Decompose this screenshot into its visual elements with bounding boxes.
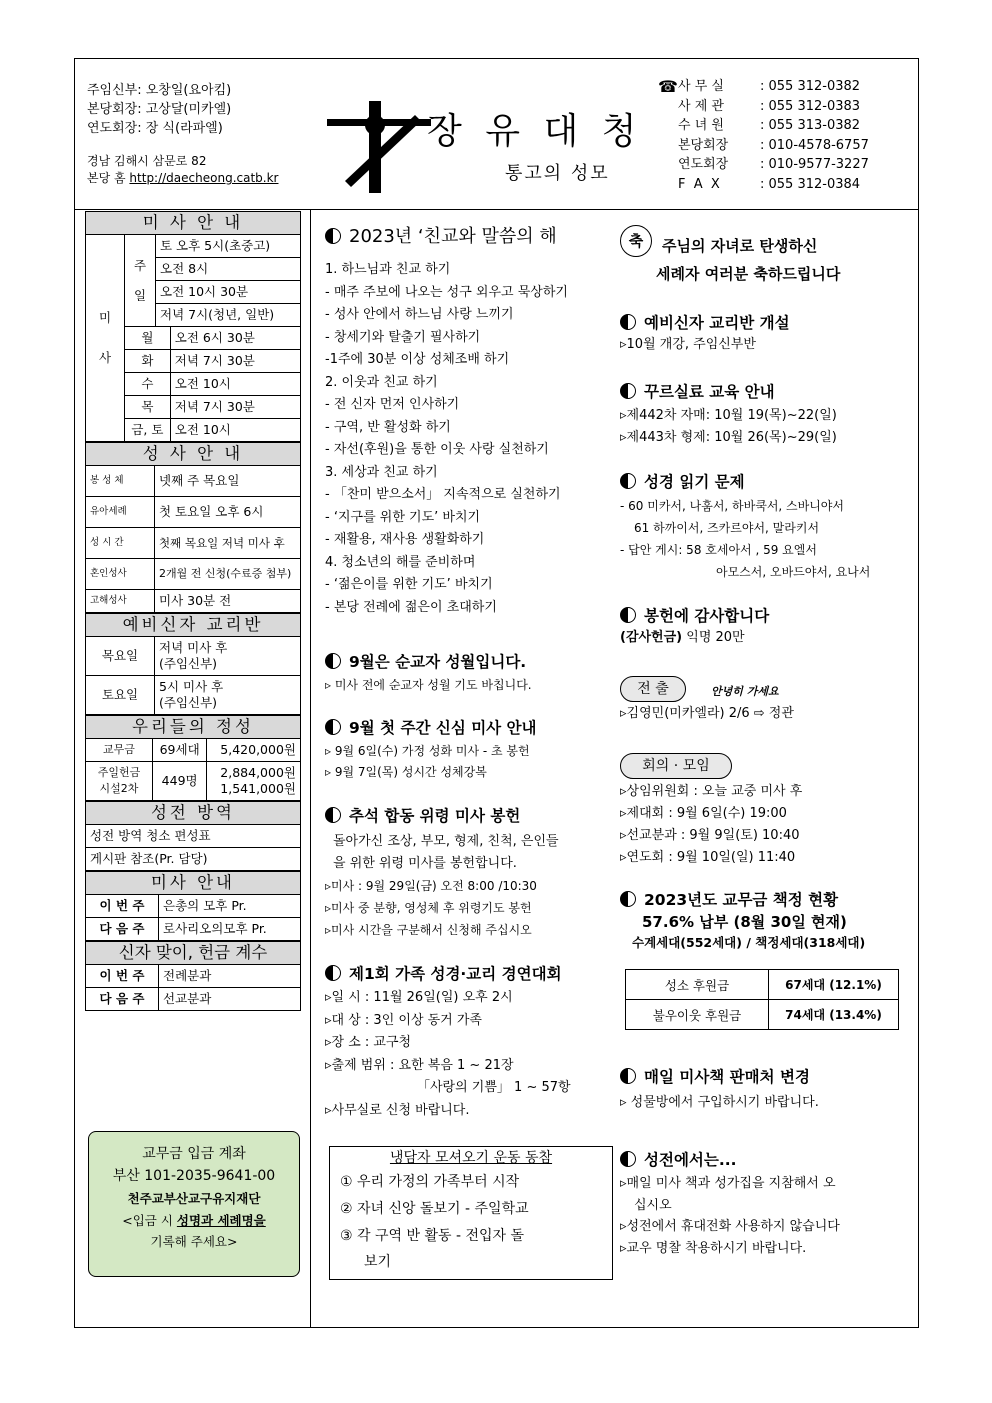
mass-guide-title: 미사 안내 <box>86 872 301 895</box>
address: 경남 김해시 삼문로 82 <box>87 154 207 168</box>
year-item: - 전 신자 먼저 인사하기 <box>325 397 460 412</box>
year-item: - ‘젊은이를 위한 기도’ 바치기 <box>325 577 493 592</box>
contact-label: F A X <box>678 176 720 192</box>
contact-value: : 055 312-0383 <box>760 98 861 114</box>
offering-table <box>85 715 301 801</box>
firstweek-section <box>325 717 625 783</box>
firstweek-title: 9월 첫 주간 신심 미사 안내 <box>349 719 537 737</box>
transfer-pill: 전 출 <box>620 676 686 702</box>
column-divider <box>310 209 311 1327</box>
year-item: 1. 하느님과 친교 하기 <box>325 262 451 277</box>
half-circle-icon <box>620 1151 636 1167</box>
offering-amount: 2,884,000원 1,541,000원 <box>207 762 301 801</box>
contact-label: 사 무 실 <box>678 79 724 94</box>
transfer-text: ▹김영민(미카엘라) 2/6 ⇨ 정관 <box>620 706 794 721</box>
homepage-link[interactable]: http://daecheong.catb.kr <box>129 171 279 185</box>
sacrament-name: 봉 성 체 <box>86 466 155 497</box>
contact-value: : 055 312-0382 <box>760 79 861 94</box>
half-circle-icon <box>325 965 341 981</box>
outreach-item: ② 자녀 신앙 돌보기 - 주일학교 <box>340 1201 529 1217</box>
sacrament-value: 첫째 목요일 저녁 미사 후 <box>155 528 301 559</box>
catechumen-table <box>85 613 301 715</box>
half-circle-icon <box>325 807 341 823</box>
offering-title: 우리들의 정성 <box>86 716 301 739</box>
firstweek-line: ▹ 9월 7일(목) 성시간 성체강복 <box>325 765 487 779</box>
mass-guide-table <box>85 871 301 941</box>
sacrament-name: 유아세례 <box>86 497 155 528</box>
weekday-time: 저녁 7시 30분 <box>170 350 300 373</box>
church-title: 장 유 대 청 <box>427 111 643 152</box>
half-circle-icon <box>325 653 341 669</box>
church-line: ▹교우 명찰 착용하시기 바랍니다. <box>620 1240 807 1256</box>
thanks-value: 익명 20만 <box>686 630 745 645</box>
chuseok-section <box>325 805 625 941</box>
catechumen-open-title: 예비신자 교리반 개설 <box>644 314 790 332</box>
sunday-label: 주 일 <box>125 235 156 327</box>
contacts <box>678 77 908 194</box>
meeting-pill: 회의 · 모임 <box>620 753 732 779</box>
phone-icon: ☎ <box>658 77 678 96</box>
bank-note: <입금 시 <box>122 1213 177 1228</box>
church-section <box>620 1149 910 1259</box>
tithe-row-name: 성소 후원금 <box>626 970 769 1000</box>
weekday-time: 오전 10시 <box>170 419 300 442</box>
cross-logo <box>325 97 435 197</box>
sacrament-title: 성 사 안 내 <box>86 443 301 466</box>
outreach-item: 보기 <box>364 1254 392 1270</box>
half-circle-icon <box>325 228 341 244</box>
middle-column <box>325 225 625 619</box>
year-item: -1주에 30분 이상 성체조배 하기 <box>325 352 510 367</box>
church-title-rule: 성전에서는... <box>644 1151 737 1169</box>
chuseok-title: 추석 합동 위령 미사 봉헌 <box>349 807 521 825</box>
half-circle-icon <box>620 473 636 489</box>
tithe-table <box>625 969 899 1030</box>
weekday-time: 오전 6시 30분 <box>170 327 300 350</box>
sunday-time: 오전 8시 <box>156 258 301 281</box>
contact-row <box>678 155 908 175</box>
clergy-list <box>87 81 317 138</box>
year-item: - 자선(후원)을 통한 이웃 사랑 실천하기 <box>325 442 549 457</box>
year-item: - 매주 주보에 나오는 성구 외우고 묵상하기 <box>325 284 568 300</box>
meeting-line: ▹제대회 : 9월 6일(수) 19:00 <box>620 806 787 821</box>
address-block <box>87 153 327 187</box>
cursillo-line: ▹제443차 형제: 10월 26(목)~29(일) <box>620 430 837 445</box>
contest-line: ▹일 시 : 11월 26일(일) 오후 2시 <box>325 990 513 1005</box>
bank-title: 교무금 입금 계좌 <box>142 1146 246 1162</box>
bank-note: 기록해 주세요> <box>150 1234 238 1249</box>
weekday-day: 월 <box>125 327 171 350</box>
sacrament-name: 성 시 간 <box>86 528 155 559</box>
contact-label: 사 제 관 <box>678 98 724 114</box>
greeter-when: 이 번 주 <box>86 965 159 988</box>
tithe-section <box>620 889 910 953</box>
contest-section <box>325 963 625 1122</box>
church-line: 십시오 <box>634 1197 672 1213</box>
martyr-text: ▹ 미사 전에 순교자 성월 기도 바칩니다. <box>325 678 532 692</box>
half-circle-icon <box>620 607 636 623</box>
transfer-sub: 안녕히 가세요 <box>711 685 779 698</box>
meetings <box>620 781 910 869</box>
missal-section <box>620 1066 910 1112</box>
mass-title: 미 사 안 내 <box>86 212 301 235</box>
year-item: - 「찬미 받으소서」 지속적으로 실천하기 <box>325 487 561 502</box>
bank-note-emphasis: 성명과 세례명을 <box>176 1213 266 1228</box>
sacrament-table <box>85 442 301 613</box>
catechumen-value: 5시 미사 후 (주임신부) <box>155 676 301 715</box>
year-item: - ‘지구를 위한 기도’ 바치기 <box>325 509 481 525</box>
catechumen-day: 목요일 <box>86 637 155 676</box>
missal-text: ▹ 성물방에서 구입하시기 바랍니다. <box>620 1095 819 1110</box>
sunday-time: 저녁 7시(청년, 일반) <box>156 304 301 327</box>
cursillo-section <box>620 381 910 449</box>
catechumen-title: 예비신자 교리반 <box>86 614 301 637</box>
contact-value: : 010-4578-6757 <box>760 137 869 153</box>
bible-line: - 60 미카서, 나훔서, 하바쿡서, 스바니야서 <box>620 499 844 513</box>
greeter-who: 선교분과 <box>159 988 301 1011</box>
sunday-time: 오전 10시 30분 <box>156 281 301 304</box>
bank-account: 부산 101-2035-9641-00 <box>112 1168 276 1184</box>
weekday-day: 화 <box>125 350 171 373</box>
bulletin-page <box>74 58 919 1328</box>
church-line: ▹매일 미사 책과 성가집을 지참해서 오 <box>620 1176 836 1191</box>
guide-when: 다 음 주 <box>86 918 159 941</box>
year-title: 2023년 ‘친교와 말씀의 해 <box>349 226 557 247</box>
martyr-title: 9월은 순교자 성월입니다. <box>349 653 527 671</box>
martyr-section <box>325 651 625 694</box>
half-circle-icon <box>620 1068 636 1084</box>
contest-line: ▹장 소 : 교구청 <box>325 1035 412 1050</box>
tithe-pct: 57.6% 납부 (8월 30일 현재) <box>642 913 847 931</box>
contact-row <box>678 116 908 136</box>
missal-title: 매일 미사책 판매처 변경 <box>644 1068 810 1086</box>
greeter-when: 다 음 주 <box>86 988 159 1011</box>
contact-row <box>678 77 908 97</box>
contact-label: 본당회장 <box>678 137 729 153</box>
clergy-line: 주임신부: 오창일(요아킴) <box>87 83 232 98</box>
half-circle-icon <box>620 891 636 907</box>
homepage-label: 본당 홈 <box>87 171 126 185</box>
tithe-row-name: 불우이웃 후원금 <box>626 1000 769 1030</box>
mass-schedule-table <box>85 211 301 442</box>
bible-line: 61 하까이서, 즈카르야서, 말라키서 <box>634 521 820 535</box>
year-item: - 성사 안에서 하느님 사랑 느끼기 <box>325 307 514 322</box>
bible-line: - 답안 게시: 58 호세아서 , 59 요엘서 <box>620 543 817 557</box>
celebrate-badge-icon: 축 <box>620 225 652 257</box>
greeter-who: 전례분과 <box>159 965 301 988</box>
tithe-row-value: 67세대 (12.1%) <box>769 970 899 1000</box>
contest-title: 제1회 가족 성경·교리 경연대회 <box>349 965 562 983</box>
year-item: - 창세기와 탈출기 필사하기 <box>325 329 481 345</box>
chuseok-line: 을 위한 위령 미사를 봉헌합니다. <box>333 856 517 871</box>
year-title-row <box>325 225 625 249</box>
church-line: ▹성전에서 휴대전화 사용하지 않습니다 <box>620 1219 840 1234</box>
catechumen-value: 저녁 미사 후 (주임신부) <box>155 637 301 676</box>
bible-line: 아모스서, 오바드야서, 요나서 <box>716 565 871 579</box>
weekday-day: 금, 토 <box>125 419 171 442</box>
year-item: 3. 세상과 친교 하기 <box>325 464 438 480</box>
sacrament-name: 고해성사 <box>86 590 155 613</box>
year-item: - 구역, 반 활성화 하기 <box>325 419 451 435</box>
clergy-line: 연도회장: 장 식(라파엘) <box>87 121 223 136</box>
bank-holder: 천주교부산교구유지재단 <box>127 1191 261 1206</box>
half-circle-icon <box>620 314 636 330</box>
sunday-time: 토 오후 5시(초중고) <box>156 235 301 258</box>
contact-row <box>678 136 908 156</box>
outreach-item: ① 우리 가정의 가족부터 시작 <box>340 1174 520 1190</box>
tithe-sub: 수계세대(552세대) / 책정세대(318세대) <box>632 935 866 950</box>
guide-when: 이 번 주 <box>86 895 159 918</box>
weekday-day: 수 <box>125 373 171 396</box>
defense-table <box>85 801 301 871</box>
bank-box <box>88 1131 300 1277</box>
outreach-title: 냉담자 모셔오기 운동 동참 <box>389 1150 553 1166</box>
offering-name: 교무금 <box>86 739 153 762</box>
tithe-row-value: 74세대 (13.4%) <box>769 1000 899 1030</box>
guide-who: 은총의 모후 Pr. <box>159 895 301 918</box>
header <box>75 59 918 210</box>
chuseok-line: 돌아가신 조상, 부모, 형제, 친척, 은인들 <box>333 834 559 849</box>
sacrament-name: 혼인성사 <box>86 559 155 590</box>
thanks-title: 봉헌에 감사합니다 <box>644 607 770 625</box>
year-items <box>325 259 625 619</box>
sacrament-value: 첫 토요일 오후 6시 <box>155 497 301 528</box>
contact-label: 연도회장 <box>678 157 729 172</box>
year-item: 4. 청소년의 해를 준비하며 <box>325 554 476 570</box>
cursillo-line: ▹제442차 자매: 10월 19(목)~22(일) <box>620 408 837 423</box>
defense-line: 성전 방역 청소 편성표 <box>86 825 301 848</box>
thanks-label: (감사헌금) <box>620 630 683 645</box>
church-subtitle: 통고의 성모 <box>505 163 610 184</box>
sacrament-value: 미사 30분 전 <box>155 590 301 613</box>
offering-name: 주일헌금 시설2차 <box>86 762 153 801</box>
contact-label: 수 녀 원 <box>678 118 724 133</box>
year-item: - 재활용, 재사용 생활화하기 <box>325 532 485 547</box>
bible-title: 성경 읽기 문제 <box>644 473 745 491</box>
meeting-line: ▹선교분과 : 9월 9일(토) 10:40 <box>620 828 800 843</box>
defense-title: 성전 방역 <box>86 802 301 825</box>
mass-label: 미 사 <box>86 235 125 442</box>
cursillo-title: 꾸르실료 교육 안내 <box>644 383 775 401</box>
contest-line: 「사랑의 기쁨」 1 ~ 57항 <box>417 1080 571 1095</box>
outreach-item: ③ 각 구역 반 활동 - 전입자 돌 <box>340 1228 524 1244</box>
tithe-title: 2023년도 교무금 책정 현황 <box>644 891 839 909</box>
year-item: 2. 이웃과 친교 하기 <box>325 374 438 390</box>
offering-count: 449명 <box>153 762 207 801</box>
meeting-line: ▹연도회 : 9월 10일(일) 11:40 <box>620 850 796 865</box>
contact-value: : 055 312-0384 <box>760 176 861 192</box>
greeter-table <box>85 941 301 1011</box>
thanks-section <box>620 605 910 647</box>
contact-row <box>678 175 908 195</box>
contact-value: : 010-9577-3227 <box>760 157 869 172</box>
half-circle-icon <box>325 719 341 735</box>
contact-value: : 055 313-0382 <box>760 118 861 133</box>
outreach-box <box>329 1146 613 1280</box>
guide-who: 로사리오의모후 Pr. <box>159 918 301 941</box>
weekday-time: 저녁 7시 30분 <box>170 396 300 419</box>
catechumen-section <box>620 312 910 354</box>
chuseok-line: ▹미사 시간을 구분해서 신청해 주십시오 <box>325 923 532 937</box>
chuseok-line: ▹미사 중 분향, 영성체 후 위령기도 봉헌 <box>325 901 532 915</box>
firstweek-line: ▹ 9월 6일(수) 가정 성화 미사 - 초 봉헌 <box>325 744 530 758</box>
year-item: - 본당 전례에 젊은이 초대하기 <box>325 599 497 615</box>
clergy-line: 본당회장: 고상달(미카엘) <box>87 102 232 117</box>
weekday-time: 오전 10시 <box>170 373 300 396</box>
sacrament-value: 2개월 전 신청(수료증 첨부) <box>155 559 301 590</box>
contest-line: ▹출제 범위 : 요한 복음 1 ~ 21장 <box>325 1057 514 1073</box>
offering-amount: 5,420,000원 <box>207 739 301 762</box>
half-circle-icon <box>620 383 636 399</box>
baptism-line2: 세례자 여러분 축하드립니다 <box>656 265 841 283</box>
bible-section <box>620 471 910 583</box>
offering-count: 69세대 <box>153 739 207 762</box>
catechumen-day: 토요일 <box>86 676 155 715</box>
baptism-line1: 주님의 자녀로 탄생하신 <box>662 237 818 255</box>
meeting-line: ▹상임위원회 : 오늘 교중 미사 후 <box>620 784 803 799</box>
left-column <box>85 209 301 1249</box>
contest-line: ▹사무실로 신청 바랍니다. <box>325 1102 470 1118</box>
chuseok-line: ▹미사 : 9월 29일(금) 오전 8:00 /10:30 <box>325 879 537 893</box>
defense-line: 게시판 참조(Pr. 담당) <box>86 848 301 871</box>
contact-row <box>678 97 908 117</box>
sacrament-value: 넷째 주 목요일 <box>155 466 301 497</box>
weekday-day: 목 <box>125 396 171 419</box>
catechumen-open-text: ▹10월 개강, 주임신부반 <box>620 337 756 352</box>
contest-line: ▹대 상 : 3인 이상 동거 가족 <box>325 1012 482 1028</box>
greeter-title: 신자 맞이, 헌금 계수 <box>86 942 301 965</box>
